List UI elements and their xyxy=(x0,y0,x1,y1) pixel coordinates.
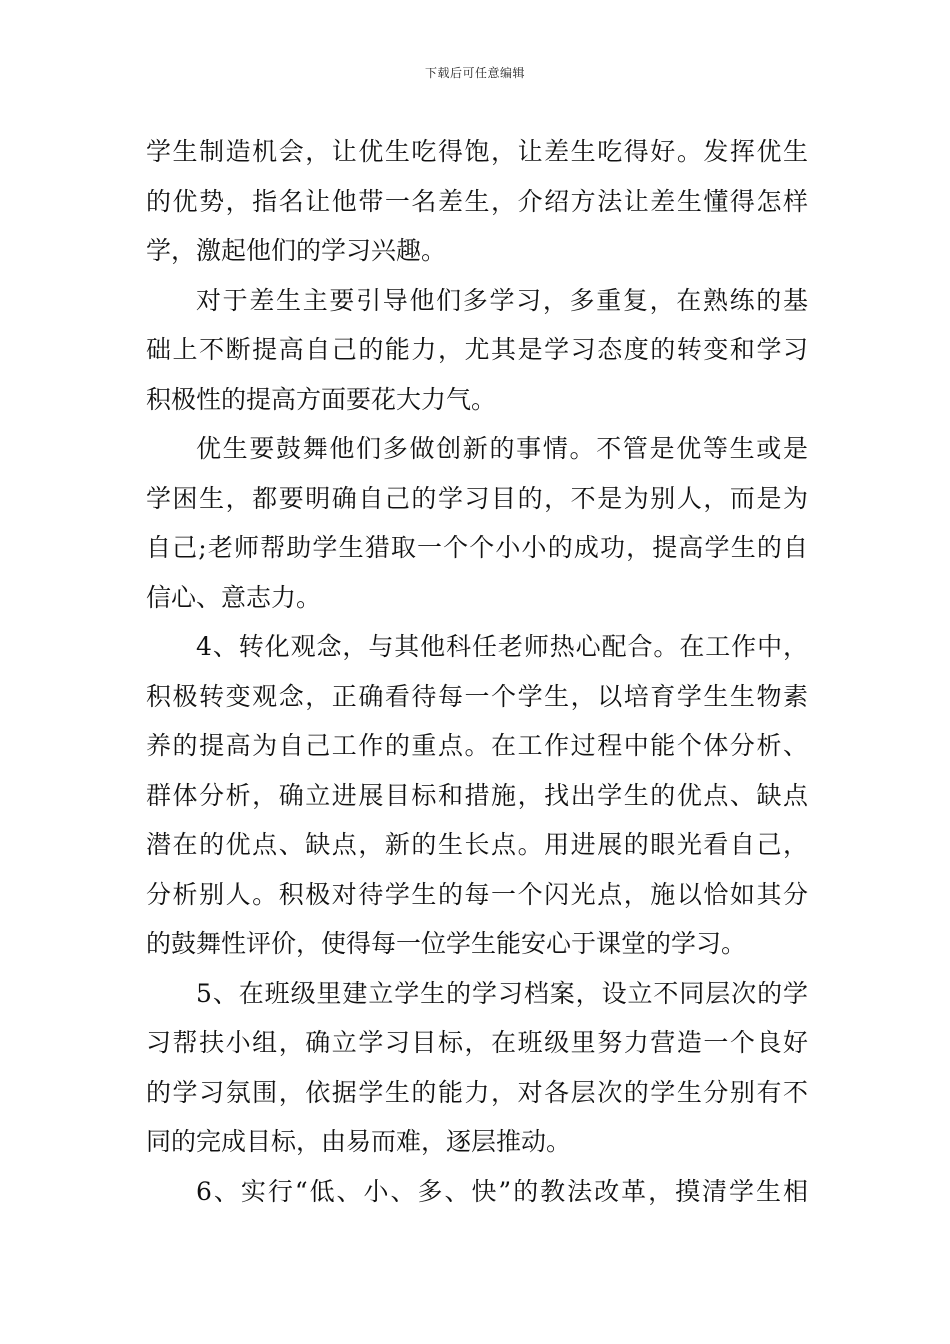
text-line: 同的完成目标，由易而难，逐层推动。 xyxy=(146,1127,572,1156)
text-line: 自己;老师帮助学生猎取一个个小小的成功，提高学生的自 xyxy=(146,533,808,562)
text-line: 群体分析，确立进展目标和措施，找出学生的优点、缺点 xyxy=(146,780,808,810)
text-line: 5、在班级里建立学生的学习档案，设立不同层次的学 xyxy=(196,978,808,1008)
text-line: 学，激起他们的学习兴趣。 xyxy=(146,236,447,265)
text-line: 的学习氛围，依据学生的能力，对各层次的学生分别有不 xyxy=(146,1077,808,1107)
text-line: 的鼓舞性评价，使得每一位学生能安心于课堂的学习。 xyxy=(146,929,747,958)
text-line: 6、实行“低、小、多、快”的教法改革，摸清学生相 xyxy=(196,1176,808,1206)
text-line: 学困生，都要明确自己的学习目的，不是为别人，而是为 xyxy=(146,483,808,513)
text-line: 对于差生主要引导他们多学习，多重复，在熟练的基 xyxy=(196,285,808,315)
text-line: 的优势，指名让他带一名差生，介绍方法让差生懂得怎样 xyxy=(146,186,808,216)
text-line: 潜在的优点、缺点，新的生长点。用进展的眼光看自己， xyxy=(146,830,808,859)
text-line: 学生制造机会，让优生吃得饱，让差生吃得好。发挥优生 xyxy=(146,137,808,166)
text-line: 优生要鼓舞他们多做创新的事情。不管是优等生或是 xyxy=(196,434,808,463)
text-line: 积极性的提高方面要花大力气。 xyxy=(146,384,497,414)
text-line: 分析别人。积极对待学生的每一个闪光点，施以恰如其分 xyxy=(146,879,808,909)
document-body xyxy=(146,127,808,1216)
text-line: 养的提高为自己工作的重点。在工作过程中能个体分析、 xyxy=(146,731,808,760)
text-line: 础上不断提高自己的能力，尤其是学习态度的转变和学习 xyxy=(146,335,808,364)
text-line: 信心、意志力。 xyxy=(146,582,322,612)
text-line: 积极转变观念，正确看待每一个学生，以培育学生生物素 xyxy=(146,681,808,711)
page-header: 下载后可任意编辑 xyxy=(424,66,525,80)
text-line: 习帮扶小组，确立学习目标，在班级里努力营造一个良好 xyxy=(146,1028,808,1057)
text-line: 4、转化观念，与其他科任老师热心配合。在工作中， xyxy=(196,632,808,661)
